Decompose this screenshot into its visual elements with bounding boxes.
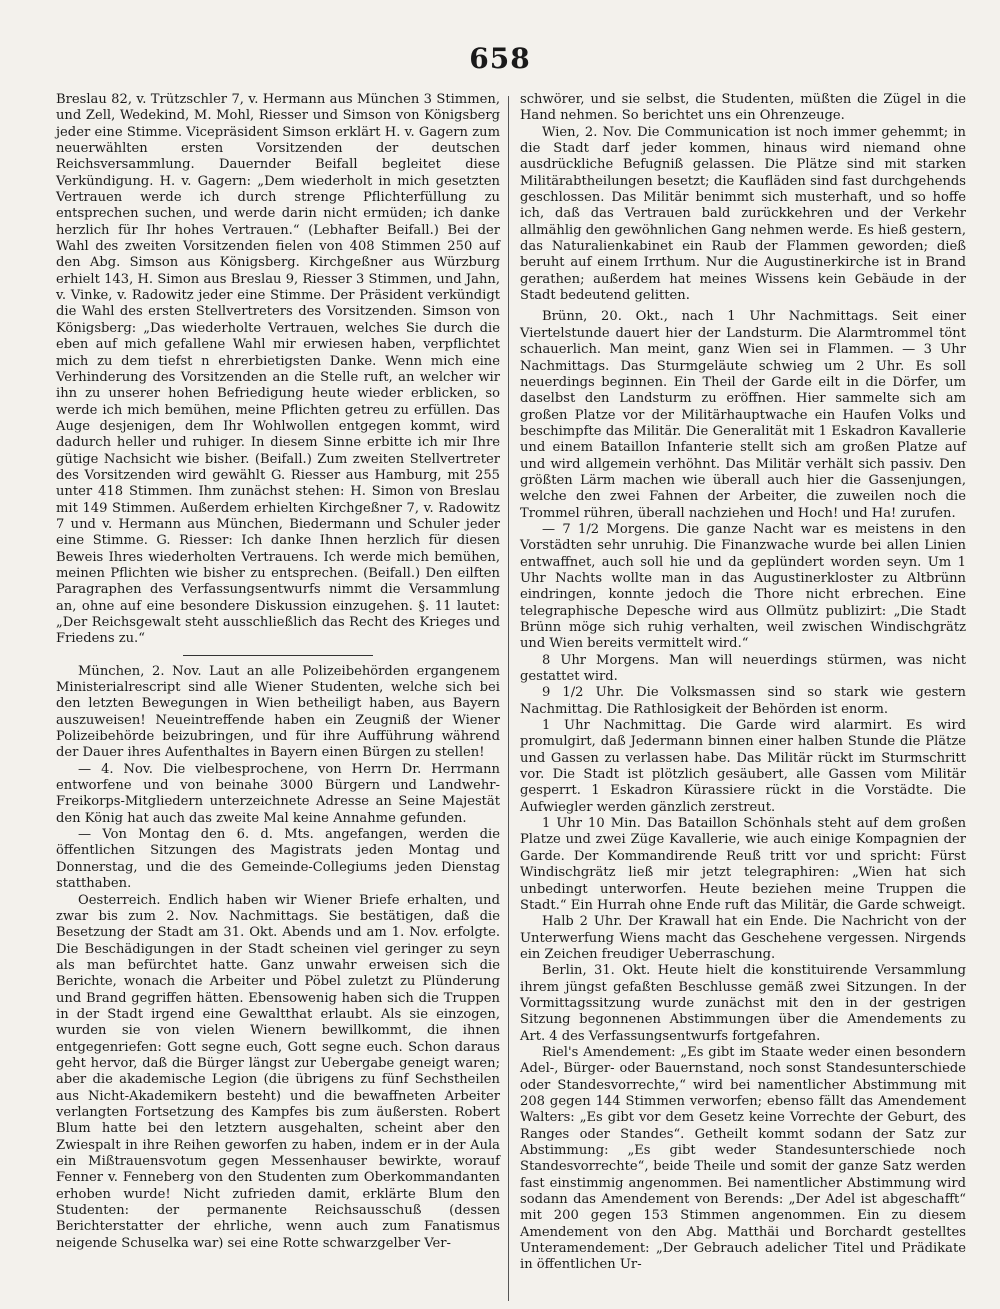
article-bruenn-1-10: 1 Uhr 10 Min. Das Bataillon Schönhals steht auf dem großen Platze und zwei Züge Kavallerie, wie auch einige Kompagnien der Garde. Der Kommandirende Reuß tritt vor und spricht: Fürst Windischgrätz ließ mir jetzt telegraphiren: „Wien hat sich unbedingt unterworfen. Heute beziehen meine Truppen die Stadt.“ Ein Hurrah ohne Ende ruft das Militär, die Garde schweigt.	[520, 816, 966, 913]
article-bruenn-8-uhr: 8 Uhr Morgens. Man will neuerdings stürmen, was nicht gestattet wird.	[520, 652, 966, 685]
column-divider	[508, 96, 509, 1301]
article-oesterreich-continued: schwörer, und sie selbst, die Studenten, müßten die Zügel in die Hand nehmen. So berichtet uns ein Ohrenzeuge.	[520, 92, 966, 124]
article-bruenn: Brünn, 20. Okt., nach 1 Uhr Nachmittags. Seit einer Viertelstunde dauert hier der Landsturm. Die Alarmtrommel tönt schauerlich. Man meint, ganz Wien sei in Flammen. — 3 Uhr Nachmittags. Das Sturmgeläute schwieg um 2 Uhr. Es soll neuerdings beginnen. Ein Theil der Garde eilt in die Dörfer, um daselbst den Landsturm zu eröffnen. Hier sammelte sich am großen Platze vor der Militärhauptwache ein Haufen Volks und beschimpfte das Militär. Die Generalität mit 1 Eskadron Kavallerie und einem Bataillon Infanterie stellt sich am großen Platze auf und wird allgemein verhöhnt. Das Militär verhält sich passiv. Den größten Lärm machen wie überall auch hier die Gassenjungen, welche den zwei Fahnen der Arbeiter, die zuweilen noch die Trommel rühren, überall nachziehen und Hoch! und Ha! zurufen.	[520, 309, 966, 521]
article-muenchen-4-nov: — 4. Nov. Die vielbesprochene, von Herrn Dr. Herrmann entworfene und von beinahe 3000 Bürgern und Landwehr-Freikorps-Mitgliedern unterzeichnete Adresse an Seine Majestät den König hat auch das zweite Mal keine Annahme gefunden.	[56, 761, 500, 826]
article-wien: Wien, 2. Nov. Die Communication ist noch immer gehemmt; in die Stadt darf jeder kommen, hinaus wird niemand ohne ausdrückliche Befugniß gelassen. Die Plätze sind mit starken Militärabtheilungen besetzt; die Kaufläden sind fast durchgehends geschlossen. Das Militär benimmt sich musterhaft, und so hoffe ich, daß das Vertrauen bald zurückkehren und der Verkehr allmählig den gewöhnlichen Gang nehmen werde. Es hieß gestern, das Naturalienkabinet ein Raub der Flammen geworden; dieß beruht auf einem Irrthum. Nur die Augustinerkirche ist in Brand gerathen; außerdem hat meines Wissens kein Gebäude in der Stadt bedeutend gelitten.	[520, 124, 966, 304]
article-bruenn-halb-2: Halb 2 Uhr. Der Krawall hat ein Ende. Die Nachricht von der Unterwerfung Wiens macht das Geschehene vergessen. Nirgends ein Zeichen freudiger Ueberraschung.	[520, 914, 966, 962]
article-bruenn-9-uhr: 9 1/2 Uhr. Die Volksmassen sind so stark wie gestern Nachmittag. Die Rathlosigkeit der Behörden ist enorm.	[520, 685, 966, 717]
article-parliament-continued: Breslau 82, v. Trützschler 7, v. Hermann aus München 3 Stimmen, und Zell, Wedekind, M. Mohl, Riesser und Simson von Königsberg jeder eine Stimme. Vicepräsident Simson erklärt H. v. Gagern zum neuerwählten ersten Vorsitzenden der deutschen Reichsversammlung. Dauernder Beifall begleitet diese Verkündigung. H. v. Gagern: „Dem wiederholt in mich gesetzten Vertrauen werde ich durch strenge Pflichterfüllung zu entsprechen suchen, und werde darin nicht ermüden; ich danke herzlich für Ihr hohes Vertrauen.“ (Lebhafter Beifall.) Bei der Wahl des zweiten Vorsitzenden fielen von 408 Stimmen 250 auf den Abg. Simson aus Königsberg. Kirchgeßner aus Würzburg erhielt 143, H. Simon aus Breslau 9, Riesser 3 Stimmen, und Jahn, v. Vinke, v. Radowitz jeder eine Stimme. Der Präsident verkündigt die Wahl des ersten Stellvertreters des Vorsitzenden. Simson von Königsberg: „Das wiederholte Vertrauen, welches Sie durch die eben auf mich gefallene Wahl mir erwiesen haben, verpflichtet mich zu dem tiefst n ehrerbietigsten Danke. Wenn mich eine Verhinderung des Vorsitzenden an die Stelle ruft, an welcher wir ihn zu unserer hohen Befriedigung heute wieder erblicken, so werde ich mich bemühen, meine Pflichten getreu zu erfüllen. Das Auge desjenigen, dem Ihr Wohlwollen entgegen kommt, wird dadurch heller und ruhiger. In diesem Sinne erbitte ich mir Ihre gütige Nachsicht wie bisher. (Beifall.) Zum zweiten Stellvertreter des Vorsitzenden wird gewählt G. Riesser aus Hamburg, mit 255 unter 418 Stimmen. Ihm zunächst stehen: H. Simon von Breslau mit 149 Stimmen. Außerdem erhielten Kirchgeßner 7, v. Radowitz 7 und v. Hermann aus München, Biedermann und Schuler jeder eine Stimme. G. Riesser: Ich danke Ihnen herzlich für diesen Beweis Ihres wiederholten Vertrauens. Ich werde mich bemühen, meinen Pflichten wie bisher zu entsprechen. (Beifall.) Den eilften Paragraphen des Verfassungsentwurfs nimmt die Versammlung an, ohne auf eine besondere Diskussion einzugehen. §. 11 lautet: „Der Reichsgewalt steht ausschließlich das Recht des Krieges und Friedens zu.“	[56, 92, 500, 647]
left-column	[56, 92, 500, 1252]
section-separator	[183, 655, 373, 656]
page-number: 658	[469, 42, 531, 75]
article-muenchen-magistrat: — Von Montag den 6. d. Mts. angefangen, werden die öffentlichen Sitzungen des Magistrats jeden Montag und Donnerstag, und die des Gemeinde-Collegiums jeden Dienstag statthaben.	[56, 827, 500, 892]
right-column	[520, 92, 966, 1274]
article-bruenn-morning: — 7 1/2 Morgens. Die ganze Nacht war es meistens in den Vorstädten sehr unruhig. Die Finanzwache wurde bei allen Linien entwaffnet, auch soll hie und da geplündert worden seyn. Um 1 Uhr Nachts wollte man in das Augustinerkloster zu Altbrünn eindringen, konnte jedoch die Thore nicht erbrechen. Eine telegraphische Depesche wird aus Ollmütz publizirt: „Die Stadt Brünn möge sich ruhig verhalten, weil zwischen Windischgrätz und Wien bereits vermittelt wird.“	[520, 521, 966, 652]
article-berlin: Berlin, 31. Okt. Heute hielt die konstituirende Versammlung ihrem jüngst gefaßten Beschlusse gemäß zwei Sitzungen. In der Vormittagssitzung wurde zunächst mit den in der gestrigen Sitzung begonnenen Abstimmungen über die Amendements zu Art. 4 des Verfassungsentwurfs fortgefahren.	[520, 963, 966, 1044]
article-muenchen: München, 2. Nov. Laut an alle Polizeibehörden ergangenem Ministerialrescript sind alle Wiener Studenten, welche sich bei den letzten Bewegungen in Wien betheiligt haben, aus Bayern auszuweisen! Neueintreffende haben ein Zeugniß der Wiener Polizeibehörde beizubringen, und für ihre Aufführung während der Dauer ihres Aufenthaltes in Bayern einen Bürgen zu stellen!	[56, 663, 500, 761]
article-oesterreich: Oesterreich. Endlich haben wir Wiener Briefe erhalten, und zwar bis zum 2. Nov. Nachmittags. Sie bestätigen, daß die Besetzung der Stadt am 31. Okt. Abends und am 1. Nov. erfolgte. Die Beschädigungen in der Stadt scheinen viel geringer zu seyn als man befürchtet hatte. Ganz unwahr erweisen sich die Berichte, wonach die Arbeiter und Pöbel zuletzt zu Plünderung und Brand gegriffen hätten. Ebensowenig haben sich die Truppen in der Stadt irgend eine Gewaltthat erlaubt. Als sie einzogen, wurden sie von vielen Wienern bewillkommt, die ihnen entgegenriefen: Gott segne euch, Gott segne euch. Schon daraus geht hervor, daß die Bürger längst zur Uebergabe geneigt waren; aber die akademische Legion (die übrigens zu fünf Sechstheilen aus Nicht-Akademikern besteht) und die bewaffneten Arbeiter verlangten Fortsetzung des Kampfes bis zum äußersten. Robert Blum hatte bei den letztern ausgehalten, scheint aber den Zwiespalt in ihre Reihen geworfen zu haben, indem er in der Aula ein Mißtrauensvotum gegen Messenhauser bewirkte, worauf Fenner v. Fenneberg von den Studenten zum Oberkommandanten erhoben wurde! Nicht zufrieden damit, erklärte Blum den Studenten: der permanente Reichsausschuß (dessen Berichterstatter der ehrliche, wenn auch zum Fanatismus neigende Schuselka war) sei eine Rotte schwarzgelber Ver-	[56, 892, 500, 1251]
article-bruenn-1-uhr: 1 Uhr Nachmittag. Die Garde wird alarmirt. Es wird promulgirt, daß Jedermann binnen einer halben Stunde die Plätze und Gassen zu verlassen habe. Das Militär rückt im Sturmschritt vor. Die Stadt ist plötzlich gesäubert, alle Gassen vom Militär gesperrt. 1 Eskadron Kürassiere rückt in die Vorstädte. Die Aufwiegler werden gänzlich zerstreut.	[520, 718, 966, 815]
article-berlin-amendements: Riel's Amendement: „Es gibt im Staate weder einen besondern Adel-, Bürger- oder Bauernstand, noch sonst Standesunterschiede oder Standesvorrechte,“ wird bei namentlicher Abstimmung mit 208 gegen 144 Stimmen verworfen; ebenso fällt das Amendement Walters: „Es gibt vor dem Gesetz keine Vorrechte der Geburt, des Ranges oder Standes“. Getheilt kommt sodann der Satz zur Abstimmung: „Es gibt weder Standesunterschiede noch Standesvorrechte“, beide Theile und somit der ganze Satz werden fast einstimmig angenommen. Bei namentlicher Abstimmung wird sodann das Amendement von Berends: „Der Adel ist abgeschafft“ mit 200 gegen 153 Stimmen angenommen. Ein zu diesem Amendement von den Abg. Matthäi und Borchardt gestelltes Unteramendement: „Der Gebrauch adelicher Titel und Prädikate in öffentlichen Ur-	[520, 1044, 966, 1273]
